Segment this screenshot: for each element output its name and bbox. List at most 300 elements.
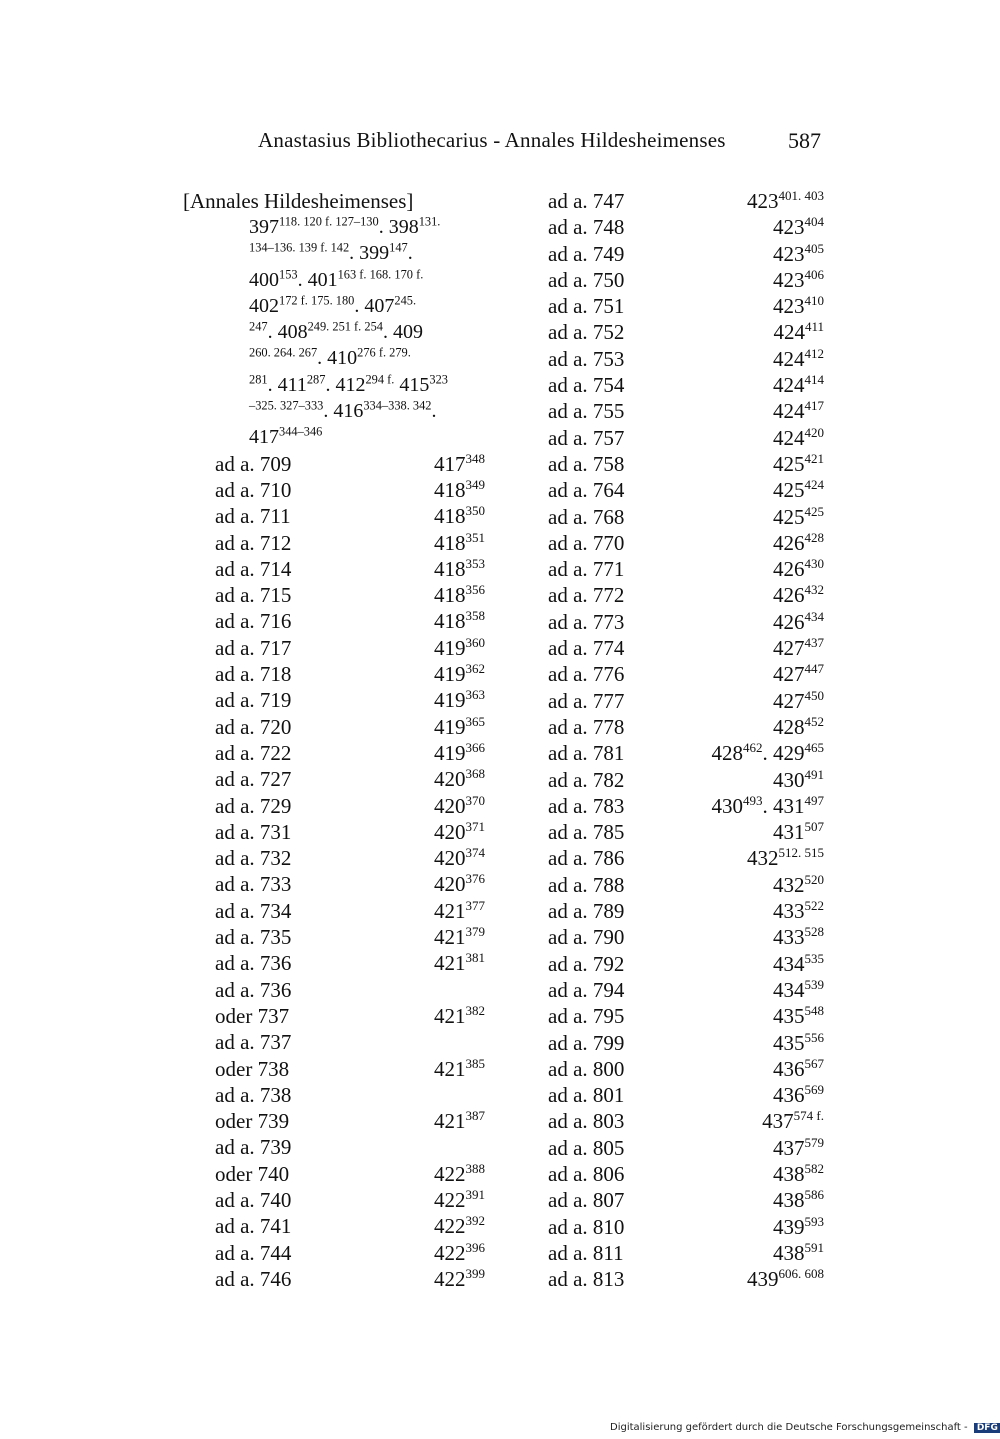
entry-label: ad a. 783 bbox=[548, 793, 625, 818]
page-ref: 423 bbox=[772, 294, 805, 319]
entry-label: ad a. 709 bbox=[215, 451, 292, 476]
entry-reference bbox=[773, 951, 824, 977]
entry-reference bbox=[773, 1056, 824, 1082]
index-entry bbox=[548, 425, 824, 451]
page-ref: 424 bbox=[772, 425, 805, 450]
index-entry bbox=[548, 1056, 824, 1082]
page-ref: . 431 bbox=[762, 793, 805, 818]
entry-label: ad a. 715 bbox=[215, 583, 292, 608]
index-entry bbox=[183, 740, 495, 766]
page-ref: 419 bbox=[433, 688, 466, 713]
footnote-ref: 388 bbox=[465, 1160, 485, 1176]
page-ref: 427 bbox=[772, 636, 805, 661]
page-ref: 419 bbox=[433, 635, 466, 660]
entry-list-right bbox=[548, 188, 824, 1292]
page-ref: 420 bbox=[433, 767, 466, 792]
footnote-ref: 522 bbox=[804, 898, 824, 914]
page-ref: . 429 bbox=[762, 741, 805, 766]
page-ref: 426 bbox=[772, 583, 805, 608]
entry-label: ad a. 771 bbox=[548, 557, 625, 582]
citation-line bbox=[183, 398, 495, 424]
index-entry bbox=[183, 1108, 495, 1134]
entry-label: ad a. 737 bbox=[215, 1030, 292, 1055]
footnote-ref: 401. 403 bbox=[778, 188, 824, 203]
index-entry bbox=[548, 1161, 824, 1187]
entry-reference bbox=[773, 635, 824, 661]
index-entry bbox=[548, 293, 824, 319]
index-entry bbox=[548, 504, 824, 530]
page-ref: 418 bbox=[433, 477, 466, 502]
entry-reference bbox=[434, 898, 485, 924]
citation-block bbox=[183, 214, 495, 451]
footnote-ref: 249. 251 f. 254 bbox=[307, 319, 383, 334]
footnote-ref: 430 bbox=[804, 556, 824, 572]
footnote-ref: 163 f. 168. 170 f. bbox=[337, 266, 424, 281]
entry-label: ad a. 799 bbox=[548, 1030, 625, 1055]
index-entry bbox=[548, 977, 824, 1003]
entry-label: ad a. 755 bbox=[548, 399, 625, 424]
entry-label: ad a. 748 bbox=[548, 215, 625, 240]
entry-reference bbox=[773, 1240, 824, 1266]
footnote-ref: 247 bbox=[249, 319, 268, 334]
page-ref: 423 bbox=[772, 215, 805, 240]
footnote-ref: 376 bbox=[465, 871, 485, 887]
index-entry bbox=[183, 661, 495, 687]
entry-label: ad a. 727 bbox=[215, 767, 292, 792]
entry-label: ad a. 734 bbox=[215, 898, 292, 923]
page-ref: 422 bbox=[433, 1266, 466, 1291]
footnote-ref: 493 bbox=[742, 792, 763, 808]
page-ref: . 412 bbox=[325, 373, 366, 396]
footnote-ref: 245. bbox=[394, 293, 417, 308]
index-entry bbox=[548, 1108, 824, 1134]
footnote-ref: 281 bbox=[249, 372, 268, 387]
page-ref: 430 bbox=[711, 793, 743, 818]
footnote-ref: 358 bbox=[465, 608, 485, 624]
index-entry bbox=[183, 530, 495, 556]
entry-reference bbox=[434, 477, 485, 503]
index-entry bbox=[548, 214, 824, 240]
footnote-ref: –325. 327–333 bbox=[249, 398, 324, 413]
citation-line bbox=[183, 319, 495, 345]
footnote-ref: 371 bbox=[465, 818, 485, 834]
index-entry bbox=[548, 793, 824, 819]
entry-label: ad a. 722 bbox=[215, 740, 292, 765]
page-ref: 427 bbox=[772, 688, 805, 713]
entry-reference bbox=[434, 661, 485, 687]
entry-reference bbox=[434, 582, 485, 608]
index-entry bbox=[548, 1030, 824, 1056]
index-entry bbox=[183, 1266, 495, 1292]
index-entry bbox=[183, 687, 495, 713]
entry-reference bbox=[773, 267, 824, 293]
footnote-ref: 374 bbox=[465, 845, 485, 861]
index-entry bbox=[183, 477, 495, 503]
page-ref: 417 bbox=[433, 451, 466, 476]
footnote-ref: 591 bbox=[804, 1239, 824, 1255]
index-column-right bbox=[548, 188, 824, 1292]
footnote-ref: 569 bbox=[804, 1082, 824, 1098]
entry-label: ad a. 719 bbox=[215, 688, 292, 713]
footnote-ref: 512. 515 bbox=[778, 845, 824, 861]
footnote-ref: 447 bbox=[804, 661, 824, 677]
page-ref: 436 bbox=[772, 1083, 805, 1108]
footnote-ref: 586 bbox=[804, 1187, 824, 1203]
entry-reference bbox=[773, 241, 824, 267]
entry-reference bbox=[434, 1187, 485, 1213]
page-ref: 422 bbox=[433, 1240, 466, 1265]
page-ref: 421 bbox=[433, 1109, 466, 1134]
entry-reference bbox=[773, 556, 824, 582]
entry-reference bbox=[773, 530, 824, 556]
entry-reference bbox=[434, 871, 485, 897]
footnote-ref: 382 bbox=[465, 1002, 485, 1018]
entry-label: ad a. 750 bbox=[548, 267, 625, 292]
footnote-ref: 405 bbox=[804, 240, 824, 256]
footnote-ref: 420 bbox=[804, 424, 824, 440]
entry-label: oder 738 bbox=[215, 1056, 290, 1081]
page-ref: . bbox=[407, 242, 413, 265]
footnote-ref: 368 bbox=[465, 766, 485, 782]
page-ref: 425 bbox=[772, 504, 805, 529]
index-entry bbox=[548, 451, 824, 477]
entry-label: oder 737 bbox=[215, 1003, 290, 1028]
page-ref: 419 bbox=[433, 740, 466, 765]
index-entry bbox=[183, 845, 495, 871]
index-entry bbox=[548, 767, 824, 793]
index-entry bbox=[183, 1003, 495, 1029]
entry-reference bbox=[747, 188, 824, 214]
page-ref: 423 bbox=[746, 189, 779, 213]
footnote-ref: 421 bbox=[804, 450, 824, 466]
index-entry bbox=[548, 267, 824, 293]
entry-label: ad a. 805 bbox=[548, 1135, 625, 1160]
entry-reference bbox=[434, 503, 485, 529]
footnote-ref: 287 bbox=[306, 372, 326, 387]
page-ref: 418 bbox=[433, 556, 466, 581]
entry-reference bbox=[747, 845, 824, 871]
index-entry bbox=[548, 819, 824, 845]
entry-label: ad a. 747 bbox=[548, 189, 625, 213]
footnote-ref: 172 f. 175. 180 bbox=[279, 293, 355, 308]
entry-label: ad a. 810 bbox=[548, 1214, 625, 1239]
index-entry bbox=[183, 1029, 495, 1055]
entry-reference bbox=[434, 845, 485, 871]
index-entry bbox=[548, 609, 824, 635]
page-ref: 434 bbox=[772, 977, 805, 1002]
footnote-ref: 353 bbox=[465, 555, 485, 571]
entry-reference bbox=[773, 477, 824, 503]
entry-reference bbox=[711, 740, 824, 766]
footnote-ref: 360 bbox=[465, 634, 485, 650]
index-entry bbox=[548, 372, 824, 398]
entry-reference bbox=[773, 819, 824, 845]
entry-label: ad a. 790 bbox=[548, 925, 625, 950]
entry-label: ad a. 712 bbox=[215, 530, 292, 555]
entry-reference bbox=[434, 608, 485, 634]
page-ref: 430 bbox=[772, 767, 805, 792]
index-entry bbox=[183, 871, 495, 897]
entry-label: ad a. 772 bbox=[548, 583, 625, 608]
index-entry bbox=[548, 477, 824, 503]
footnote-ref: 392 bbox=[465, 1213, 485, 1229]
index-entry bbox=[548, 1003, 824, 1029]
entry-reference bbox=[773, 214, 824, 240]
footnote-ref: 579 bbox=[804, 1134, 824, 1150]
page-ref: 437 bbox=[772, 1135, 805, 1160]
footnote-ref: 450 bbox=[804, 687, 824, 703]
footnote-ref: 548 bbox=[804, 1003, 824, 1019]
entry-label: ad a. 751 bbox=[548, 294, 625, 319]
page-ref: . 399 bbox=[349, 242, 390, 265]
footnote-ref: 593 bbox=[804, 1213, 824, 1229]
page-number: 587 bbox=[788, 128, 821, 153]
footnote-ref: 425 bbox=[804, 503, 824, 519]
footnote-ref: 410 bbox=[804, 293, 824, 309]
page-ref: . 408 bbox=[267, 321, 308, 344]
entry-label: ad a. 740 bbox=[215, 1187, 292, 1212]
index-entry bbox=[548, 1266, 824, 1292]
dfg-logo: DFG bbox=[974, 1423, 1000, 1433]
page-ref: 438 bbox=[772, 1240, 805, 1265]
footnote-ref: 351 bbox=[465, 529, 485, 545]
index-entry bbox=[548, 346, 824, 372]
footnote-ref: 528 bbox=[804, 924, 824, 940]
entry-label: ad a. 710 bbox=[215, 477, 292, 502]
footnote-ref: 349 bbox=[465, 476, 485, 492]
index-entry bbox=[183, 977, 495, 1003]
footnote-ref: 344–346 bbox=[279, 424, 323, 439]
citation-line bbox=[183, 424, 495, 450]
entry-label: ad a. 777 bbox=[548, 688, 625, 713]
footnote-ref: 118. 120 f. 127–130 bbox=[279, 214, 379, 229]
entry-reference bbox=[773, 1082, 824, 1108]
entry-label: ad a. 794 bbox=[548, 977, 625, 1002]
index-entry bbox=[548, 1214, 824, 1240]
index-entry bbox=[548, 898, 824, 924]
entry-label: ad a. 718 bbox=[215, 662, 292, 687]
entry-reference bbox=[773, 319, 824, 345]
page-ref: 428 bbox=[711, 741, 743, 766]
entry-label: ad a. 800 bbox=[548, 1056, 625, 1081]
page-ref: . 401 bbox=[297, 268, 338, 291]
footnote-ref: 567 bbox=[804, 1055, 824, 1071]
entry-label: ad a. 758 bbox=[548, 451, 625, 476]
page-ref: 418 bbox=[433, 530, 466, 555]
index-entry bbox=[548, 1135, 824, 1161]
page-ref: 425 bbox=[772, 478, 805, 503]
entry-reference bbox=[773, 372, 824, 398]
footnote-ref: 465 bbox=[804, 740, 824, 756]
entry-label: ad a. 788 bbox=[548, 872, 625, 897]
entry-reference bbox=[434, 1240, 485, 1266]
entry-reference bbox=[434, 451, 485, 477]
entry-label: ad a. 735 bbox=[215, 925, 292, 950]
page-ref: 424 bbox=[772, 399, 805, 424]
footnote-ref: 385 bbox=[465, 1055, 485, 1071]
entry-label: ad a. 774 bbox=[548, 636, 625, 661]
page-ref: 417 bbox=[249, 426, 279, 449]
page-ref: 433 bbox=[772, 925, 805, 950]
entry-reference bbox=[434, 1266, 485, 1292]
entry-label: ad a. 753 bbox=[548, 346, 625, 371]
index-entry bbox=[548, 1082, 824, 1108]
entry-reference bbox=[434, 556, 485, 582]
footnote-ref: 365 bbox=[465, 713, 485, 729]
entry-reference bbox=[773, 451, 824, 477]
index-entry bbox=[183, 1187, 495, 1213]
entry-label: ad a. 776 bbox=[548, 662, 625, 687]
index-entry bbox=[183, 1056, 495, 1082]
entry-label: ad a. 733 bbox=[215, 872, 292, 897]
index-entry bbox=[183, 1082, 495, 1108]
index-entry bbox=[548, 635, 824, 661]
citation-line bbox=[183, 372, 495, 398]
footnote-ref: 391 bbox=[465, 1186, 485, 1202]
page-ref: 422 bbox=[433, 1187, 466, 1212]
entry-list-left bbox=[183, 451, 495, 1293]
entry-label: ad a. 729 bbox=[215, 793, 292, 818]
index-entry bbox=[548, 924, 824, 950]
page-ref: 439 bbox=[772, 1214, 805, 1239]
page-ref: 421 bbox=[433, 1056, 466, 1081]
page-ref: 424 bbox=[773, 320, 805, 345]
page-ref: 415 bbox=[394, 373, 430, 396]
entry-reference bbox=[773, 924, 824, 950]
citation-line bbox=[183, 293, 495, 319]
page-ref: 420 bbox=[433, 793, 466, 818]
entry-label: ad a. 739 bbox=[215, 1135, 292, 1160]
index-entry bbox=[183, 608, 495, 634]
entry-label: ad a. 731 bbox=[215, 819, 292, 844]
page-ref: 397 bbox=[249, 216, 279, 238]
citation-line bbox=[183, 345, 495, 371]
page-ref: 402 bbox=[249, 294, 279, 317]
footnote-ref: 153 bbox=[279, 266, 298, 281]
index-entry bbox=[183, 1240, 495, 1266]
page-ref: 420 bbox=[433, 846, 466, 871]
page-ref: 424 bbox=[772, 373, 805, 398]
entry-reference bbox=[773, 872, 824, 898]
page-ref: 421 bbox=[433, 925, 466, 950]
entry-label: ad a. 781 bbox=[548, 741, 625, 766]
footnote-ref: 363 bbox=[465, 687, 485, 703]
entry-reference bbox=[434, 1108, 485, 1134]
entry-label: ad a. 732 bbox=[215, 846, 292, 871]
entry-reference bbox=[434, 950, 485, 976]
footnote-ref: 411 bbox=[804, 319, 824, 335]
entry-reference bbox=[434, 1003, 485, 1029]
footnote-ref: 507 bbox=[804, 819, 824, 835]
footnote-ref: 294 f. bbox=[365, 372, 395, 387]
footnote-ref: 396 bbox=[465, 1239, 485, 1255]
footnote-ref: 556 bbox=[804, 1029, 824, 1045]
index-entry bbox=[183, 950, 495, 976]
index-entry bbox=[548, 688, 824, 714]
entry-label: ad a. 736 bbox=[215, 951, 292, 976]
index-entry bbox=[548, 398, 824, 424]
page-ref: 435 bbox=[772, 1030, 805, 1055]
footnote-ref: 582 bbox=[804, 1160, 824, 1176]
index-entry bbox=[183, 451, 495, 477]
footnote-ref: 432 bbox=[804, 582, 824, 598]
page-ref: 425 bbox=[772, 451, 805, 476]
page-ref: 422 bbox=[433, 1214, 466, 1239]
entry-label: ad a. 813 bbox=[548, 1267, 625, 1292]
page-ref: 421 bbox=[433, 951, 466, 976]
entry-reference bbox=[762, 1108, 824, 1134]
footnote-ref: 387 bbox=[465, 1108, 485, 1124]
entry-reference bbox=[773, 425, 824, 451]
page-ref: 422 bbox=[433, 1161, 466, 1186]
page-ref: 418 bbox=[433, 609, 466, 634]
footnote-ref: 434 bbox=[804, 608, 824, 624]
index-entry bbox=[183, 1161, 495, 1187]
entry-reference bbox=[747, 1266, 824, 1292]
footnote-ref: 399 bbox=[465, 1265, 485, 1281]
footnote-ref: 134–136. 139 f. 142 bbox=[249, 240, 350, 255]
footnote-ref: 535 bbox=[804, 950, 824, 966]
entry-label: ad a. 738 bbox=[215, 1082, 292, 1107]
page-ref: 419 bbox=[433, 714, 466, 739]
index-column-left bbox=[183, 188, 495, 1292]
footnote-ref: 404 bbox=[804, 214, 824, 230]
index-entry bbox=[548, 319, 824, 345]
index-entry bbox=[548, 188, 824, 214]
entry-reference bbox=[434, 766, 485, 792]
entry-reference bbox=[773, 1161, 824, 1187]
page-ref: 400 bbox=[249, 268, 279, 291]
index-entry bbox=[548, 714, 824, 740]
entry-label: ad a. 773 bbox=[548, 609, 625, 634]
entry-label: ad a. 785 bbox=[548, 820, 625, 845]
entry-reference bbox=[773, 714, 824, 740]
entry-reference bbox=[773, 1003, 824, 1029]
page-ref: . 411 bbox=[267, 373, 307, 396]
footnote-ref: 381 bbox=[465, 950, 485, 966]
entry-label: ad a. 741 bbox=[215, 1214, 292, 1239]
footnote-ref: 131. bbox=[418, 214, 441, 229]
index-entry bbox=[548, 845, 824, 871]
footnote-ref: 428 bbox=[804, 529, 824, 545]
page-ref: 426 bbox=[772, 530, 805, 555]
page-ref: . 407 bbox=[354, 294, 395, 317]
page-ref: 438 bbox=[772, 1188, 805, 1213]
entry-reference bbox=[773, 1135, 824, 1161]
entry-label: ad a. 714 bbox=[215, 556, 292, 581]
entry-label: ad a. 764 bbox=[548, 478, 625, 503]
page-ref: 420 bbox=[433, 819, 466, 844]
entry-reference bbox=[773, 582, 824, 608]
index-entry bbox=[183, 503, 495, 529]
footnote-ref: 348 bbox=[465, 450, 485, 466]
index-entry bbox=[183, 582, 495, 608]
citation-line bbox=[183, 240, 495, 266]
footnote-ref: 356 bbox=[465, 582, 485, 598]
page-ref: 432 bbox=[746, 846, 779, 871]
index-entry bbox=[183, 819, 495, 845]
footnote-ref: 362 bbox=[465, 661, 485, 677]
index-entry bbox=[548, 582, 824, 608]
entry-label: ad a. 716 bbox=[215, 609, 292, 634]
page-ref: 423 bbox=[772, 267, 805, 292]
entry-reference bbox=[773, 504, 824, 530]
entry-reference bbox=[773, 767, 824, 793]
page-ref: 435 bbox=[772, 1004, 805, 1029]
entry-reference bbox=[434, 714, 485, 740]
footnote-ref: 417 bbox=[804, 398, 824, 414]
index-entry bbox=[548, 241, 824, 267]
